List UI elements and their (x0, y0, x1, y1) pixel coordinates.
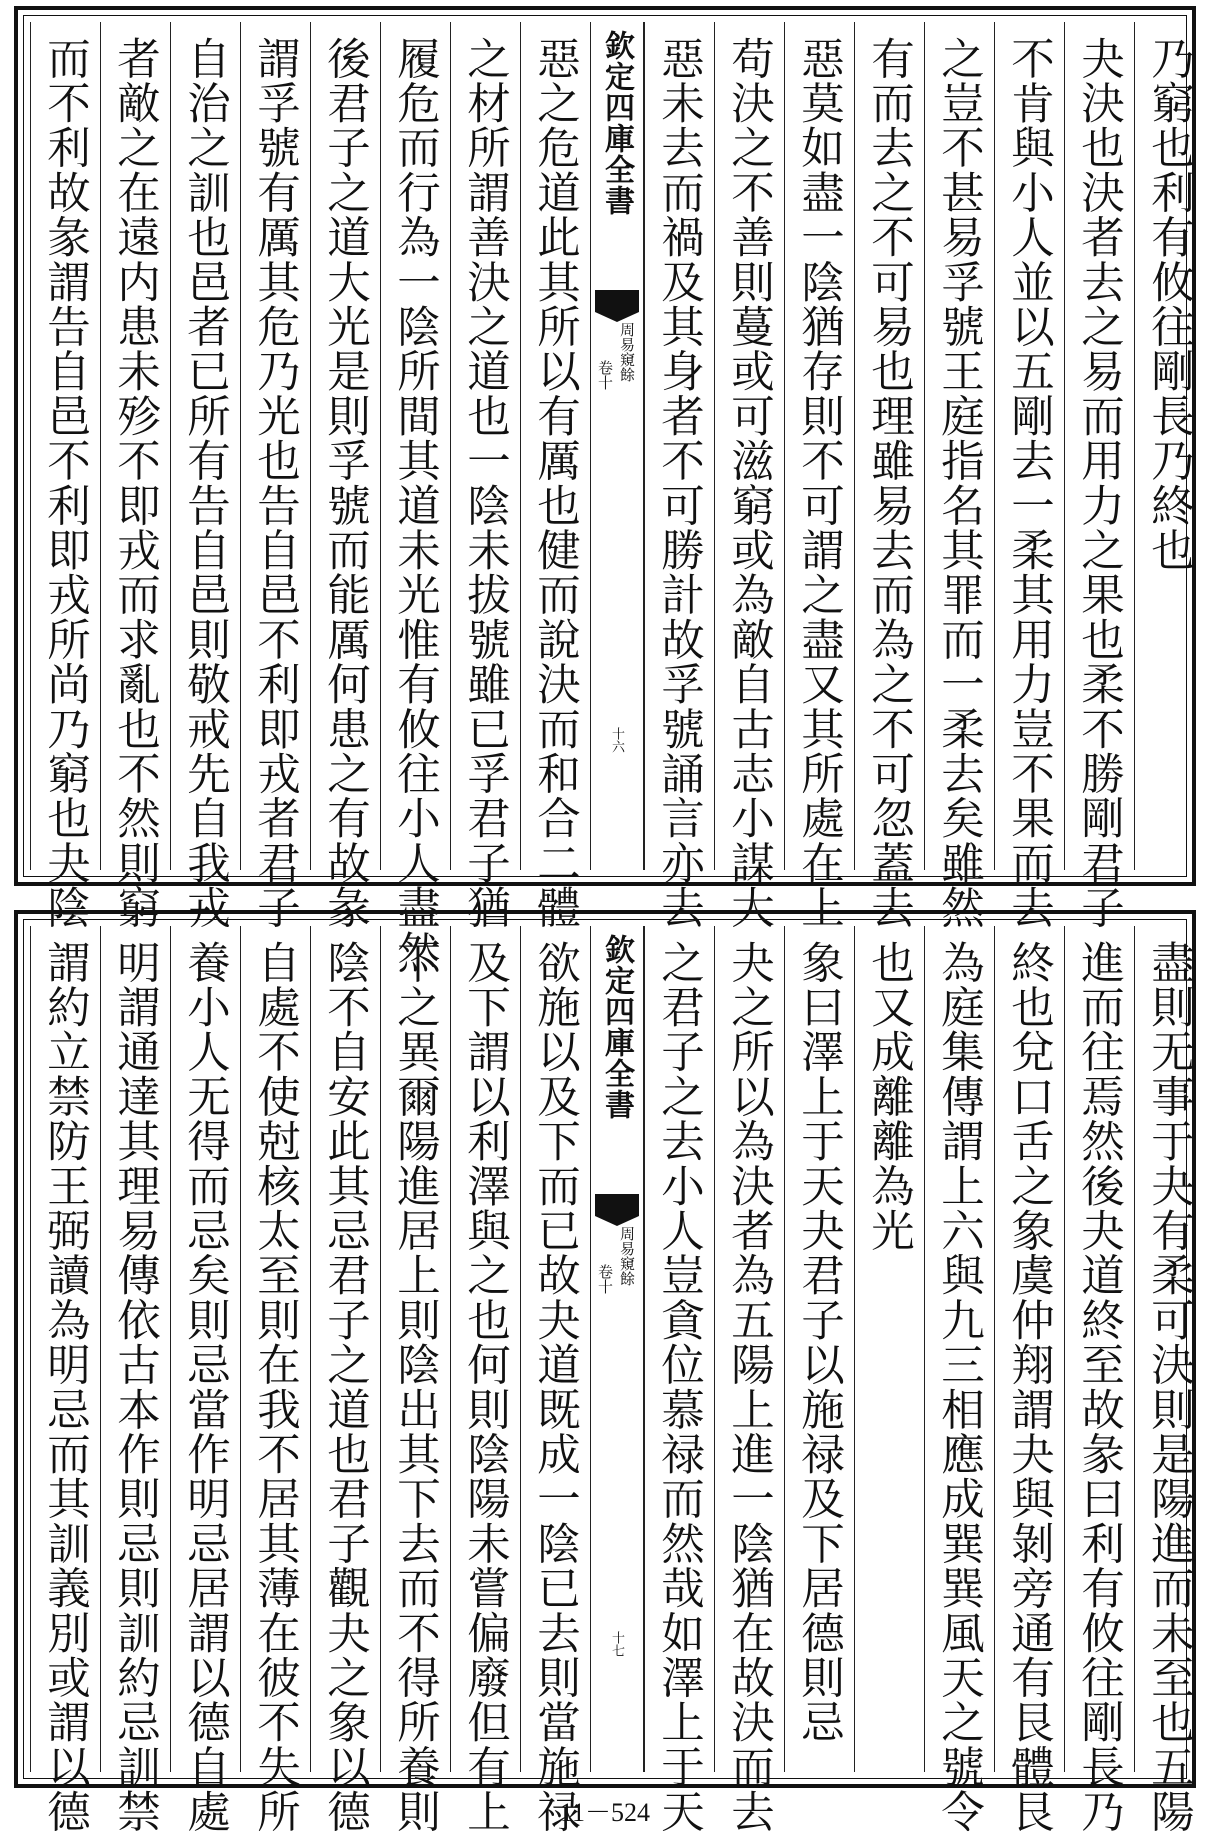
column-text: 謂約立禁防王弼讀為明忌而其訓義別或謂以德 (40, 940, 90, 1834)
folio-number: 十七 (609, 1631, 624, 1657)
text-column (170, 22, 240, 930)
text-column (714, 926, 784, 1834)
column-text: 盡則无事于夬有柔可決則是陽進而未至也五陽 (1144, 940, 1194, 1834)
column-text: 之材所謂善決之道也一陰未拔號雖已孚君子猶 (460, 36, 510, 930)
column-text: 進而往焉然後夬道終至故彖曰利有攸往剛長乃 (1074, 940, 1124, 1834)
column-text: 惡之危道此其所以有厲也健而說決而和合二體 (530, 36, 580, 930)
book-title: 周易窺餘 (618, 322, 636, 382)
column-text: 為庭集傳謂上六與九三相應成巽巽風天之號令 (934, 940, 984, 1834)
book-title: 周易窺餘 (618, 1226, 636, 1286)
text-column (854, 926, 924, 1772)
column-text: 履危而行為一陰所間其道未光惟有攸往小人盡然 (390, 36, 440, 975)
text-column (924, 926, 994, 1834)
column-text: 惡未去而禍及其身者不可勝計故孚號誦言亦去 (654, 36, 704, 930)
collection-title: 欽定四庫全書 (599, 934, 634, 1120)
column-text: 不肯與小人並以五剛去一柔其用力豈不果而去 (1004, 36, 1054, 930)
text-column (784, 926, 854, 1772)
fold-column (590, 926, 644, 1772)
text-column (1134, 926, 1204, 1834)
text-column (1064, 22, 1134, 930)
column-text: 之豈不甚易孚號王庭指名其罪而一柔去矣雖然 (934, 36, 984, 930)
text-column (30, 22, 100, 930)
column-text: 有而去之不可易也理雖易去而為之不可忽蓋去 (864, 36, 914, 930)
text-column (1134, 22, 1204, 870)
column-text: 者敵之在遠内患未殄不即戎而求亂也不然則窮 (110, 36, 160, 930)
text-column (100, 22, 170, 930)
column-text: 後君子之道大光是則孚號而能厲何患之有故彖 (320, 36, 370, 930)
column-text: 謂孚號有厲其危乃光也告自邑不利即戎者君子 (250, 36, 300, 930)
text-column (310, 22, 380, 930)
column-text: 欲施以及下而已故夬道既成一陰已去則當施禄 (530, 940, 580, 1834)
column-text: 之君子之去小人豈貪位慕禄而然哉如澤上于天 (654, 940, 704, 1834)
column-text: 終也兌口舌之象虞仲翔謂夬與剝旁通有艮體艮 (1004, 940, 1054, 1834)
text-column (520, 926, 590, 1834)
text-column (240, 22, 310, 930)
fishtail-mark-icon (595, 1194, 639, 1216)
column-text: 而不利故彖謂告自邑不利即戎所尚乃窮也夬陰 (40, 36, 90, 930)
column-text: 夬決也決者去之易而用力之果也柔不勝剛君子 (1074, 36, 1124, 930)
collection-title: 欽定四庫全書 (599, 30, 634, 216)
text-column (644, 926, 714, 1834)
text-column (714, 22, 784, 930)
text-column (100, 926, 170, 1834)
volume-number: 卷十 (596, 1264, 614, 1294)
fold-column (590, 22, 644, 870)
column-text: 陰不自安此其忌君子之道也君子觀夬之象以德 (320, 940, 370, 1834)
upper-folio-page (14, 6, 1196, 975)
text-column (380, 926, 450, 1834)
folio-number: 十六 (609, 727, 624, 753)
volume-number: 卷十 (596, 360, 614, 390)
text-column (644, 22, 714, 930)
column-text: 自治之訓也邑者已所有告自邑則敬戒先自我戎 (180, 36, 230, 930)
text-column (30, 926, 100, 1834)
column-text: 也又成離離為光 (864, 940, 914, 1253)
text-column (854, 22, 924, 930)
text-column (450, 22, 520, 930)
column-text: 明謂通達其理易傳依古本作則忌則訓約忌訓禁 (110, 940, 160, 1834)
column-text: 自處不使尅核太至則在我不居其薄在彼不失所 (250, 940, 300, 1834)
column-text: 惡莫如盡一陰猶存則不可謂之盡又其所處在上 (794, 36, 844, 930)
column-text: 下之異爾陽進居上則陰出其下去而不得所養則 (390, 940, 440, 1834)
column-text: 及下謂以利澤與之也何則陰陽未嘗偏廢但有上 (460, 940, 510, 1834)
text-column (520, 22, 590, 930)
text-column (924, 22, 994, 930)
text-column (1064, 926, 1134, 1834)
column-text: 夬之所以為決者為五陽上進一陰猶在故決而去 (724, 940, 774, 1834)
text-column (450, 926, 520, 1834)
column-text: 象曰澤上于天夬君子以施禄及下居德則忌 (794, 940, 844, 1745)
text-column (994, 22, 1064, 930)
text-columns (30, 22, 1194, 975)
text-column (170, 926, 240, 1834)
text-column (380, 22, 450, 975)
column-text: 苟決之不善則蔓或可滋窮或為敵自古志小謀大 (724, 36, 774, 930)
column-text: 養小人无得而忌矣則忌當作明忌居謂以德自處 (180, 940, 230, 1834)
text-column (784, 22, 854, 930)
page-number: 11－524 (559, 1798, 651, 1827)
text-column (310, 926, 380, 1834)
text-column (994, 926, 1064, 1834)
text-column (240, 926, 310, 1834)
column-text: 乃窮也利有攸往剛長乃終也 (1144, 36, 1194, 573)
fishtail-mark-icon (595, 290, 639, 312)
